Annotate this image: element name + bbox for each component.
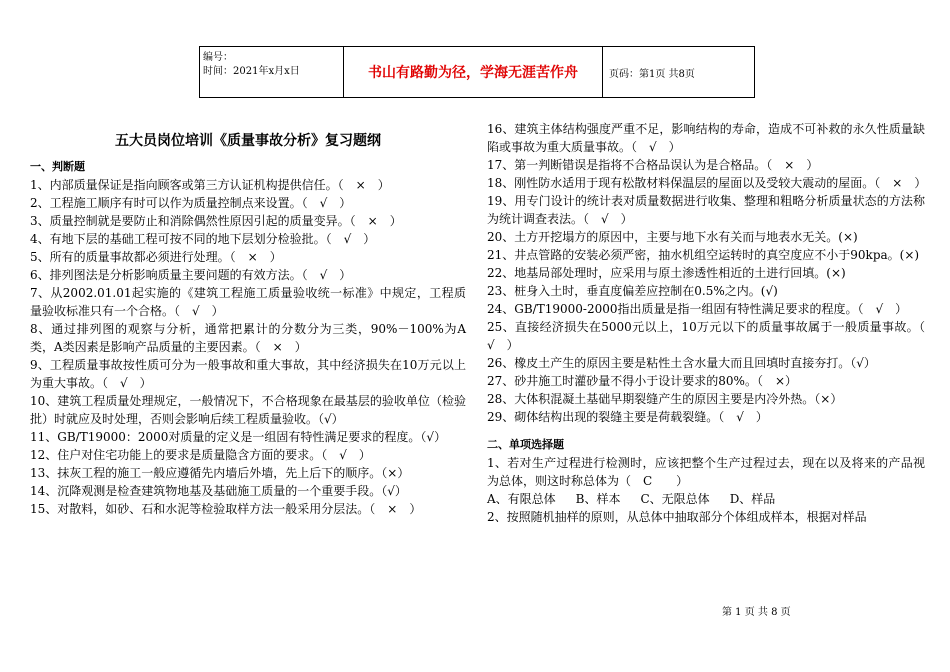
judgment-item: 26、橡皮土产生的原因主要是粘性土含水量大而且回填时直接夯打。（√） — [487, 356, 876, 370]
judgment-item: 27、砂井施工时灌砂量不得小于设计要求的80%。（ ×） — [487, 374, 797, 388]
judgment-item: 24、GB/T19000-2000指出质量是指一组固有特性满足要求的程度。（ √ ） — [487, 302, 908, 316]
judgment-item: 10、建筑工程质量处理规定，一般情况下，不合格现象在最基层的验收单位（检验批）时就应及时处理，否则会影响后续工程质量验收。（√） — [30, 394, 466, 426]
judgment-item: 15、对散料，如砂、石和水泥等检验取样方法一般采用分层法。（ × ） — [30, 502, 422, 516]
judgment-item: 14、沉降观测是检查建筑物地基及基础施工质量的一个重要手段。（√） — [30, 484, 407, 498]
judgment-item: 9、工程质量事故按性质可分为一般事故和重大事故，其中经济损失在10万元以上为重大事故。（ √ ） — [30, 358, 466, 390]
judgment-item: 23、桩身入土时，垂直度偏差应控制在0.5%之内。(√) — [487, 284, 778, 298]
section-judgment-title: 一、判断题 — [30, 160, 85, 173]
judgment-item: 29、砌体结构出现的裂缝主要是荷载裂缝。（ √ ） — [487, 410, 768, 424]
time-label: 时间：2021年x月x日 — [203, 66, 300, 77]
judgment-item: 2、工程施工顺序有时可以作为质量控制点来设置。（ √ ） — [30, 196, 352, 210]
header-motto: 书山有路勤为径，学海无涯苦作舟 — [344, 47, 603, 97]
judgment-item: 4、有地下层的基础工程可按不同的地下层划分检验批。（ √ ） — [30, 232, 376, 246]
choice-question-2: 2、按照随机抽样的原则，从总体中抽取部分个体组成样本，根据对样品 — [487, 510, 867, 524]
right-column — [487, 120, 938, 526]
option-a: A、有限总体 — [487, 492, 556, 506]
page-footer: 第 1 页 共 8 页 — [722, 607, 791, 618]
number-label: 编号： — [203, 52, 233, 63]
judgment-item: 5、所有的质量事故都必须进行处理。（ × ） — [30, 250, 282, 264]
judgment-list-left — [30, 176, 466, 518]
left-column — [30, 131, 466, 518]
judgment-item: 6、排列图法是分析影响质量主要问题的有效方法。（ √ ） — [30, 268, 352, 282]
choice-question-1: 1、若对生产过程进行检测时，应该把整个生产过程过去，现在以及将来的产品视为总体，则这时称总体为（ C ） — [487, 456, 925, 488]
option-d: D、样品 — [729, 492, 776, 506]
judgment-item: 22、地基局部处理时，应采用与原土渗透性相近的土进行回填。(×) — [487, 266, 846, 280]
judgment-item: 7、从2002.01.01起实施的《建筑工程施工质量验收统一标准》中规定，工程质量验收标准只有一个合格。（ √ ） — [30, 286, 466, 318]
judgment-item: 8、通过排列图的观察与分析，通常把累计的分数分为三类，90%－100%为A类，A类因素是影响产品质量的主要因素。（ × ） — [30, 322, 466, 354]
judgment-item: 17、第一判断错误是指将不合格品误认为是合格品。（ × ） — [487, 158, 819, 172]
choice-options-1 — [487, 490, 925, 508]
header-page-info: 页码：第1页 共8页 — [609, 68, 695, 80]
judgment-item: 13、抹灰工程的施工一般应遵循先内墙后外墙，先上后下的顺序。（×） — [30, 466, 410, 480]
judgment-item: 16、建筑主体结构强度严重不足，影响结构的寿命，造成不可补救的永久性质量缺陷或事故为重大质量事故。（ √ ） — [487, 122, 925, 154]
document-title: 五大员岗位培训《质量事故分析》复习题纲 — [115, 133, 381, 149]
judgment-item: 19、用专门设计的统计表对质量数据进行收集、整理和粗略分析质量状态的方法称为统计调查表法。（ √ ） — [487, 194, 925, 226]
judgment-list-right — [487, 120, 938, 426]
judgment-item: 25、直接经济损失在5000元以上，10万元以下的质量事故属于一般质量事故。（ √ ） — [487, 320, 938, 352]
judgment-item: 21、井点管路的安装必须严密，抽水机组空运转时的真空度应不小于90kpa。(×) — [487, 248, 920, 262]
judgment-item: 3、质量控制就是要防止和消除偶然性原因引起的质量变异。（ × ） — [30, 214, 402, 228]
header-meta — [200, 47, 344, 97]
judgment-item: 12、住户对住宅功能上的要求是质量隐含方面的要求。（ √ ） — [30, 448, 371, 462]
option-c: C、无限总体 — [640, 492, 710, 506]
page-header — [199, 46, 755, 98]
judgment-item: 18、刚性防水适用于现有松散材料保温层的屋面以及受较大震动的屋面。（ × ） — [487, 176, 927, 190]
judgment-item: 28、大体积混凝土基础早期裂缝产生的原因主要是内冷外热。（×） — [487, 392, 843, 406]
judgment-item: 11、GB/T19000：2000对质量的定义是一组固有特性满足要求的程度。（√） — [30, 430, 447, 444]
judgment-item: 1、内部质量保证是指向顾客或第三方认证机构提供信任。（ × ） — [30, 178, 390, 192]
section-choice-title: 二、单项选择题 — [487, 438, 564, 451]
judgment-item: 20、土方开挖塌方的原因中，主要与地下水有关而与地表水无关。(×) — [487, 230, 858, 244]
option-b: B、样本 — [575, 492, 621, 506]
